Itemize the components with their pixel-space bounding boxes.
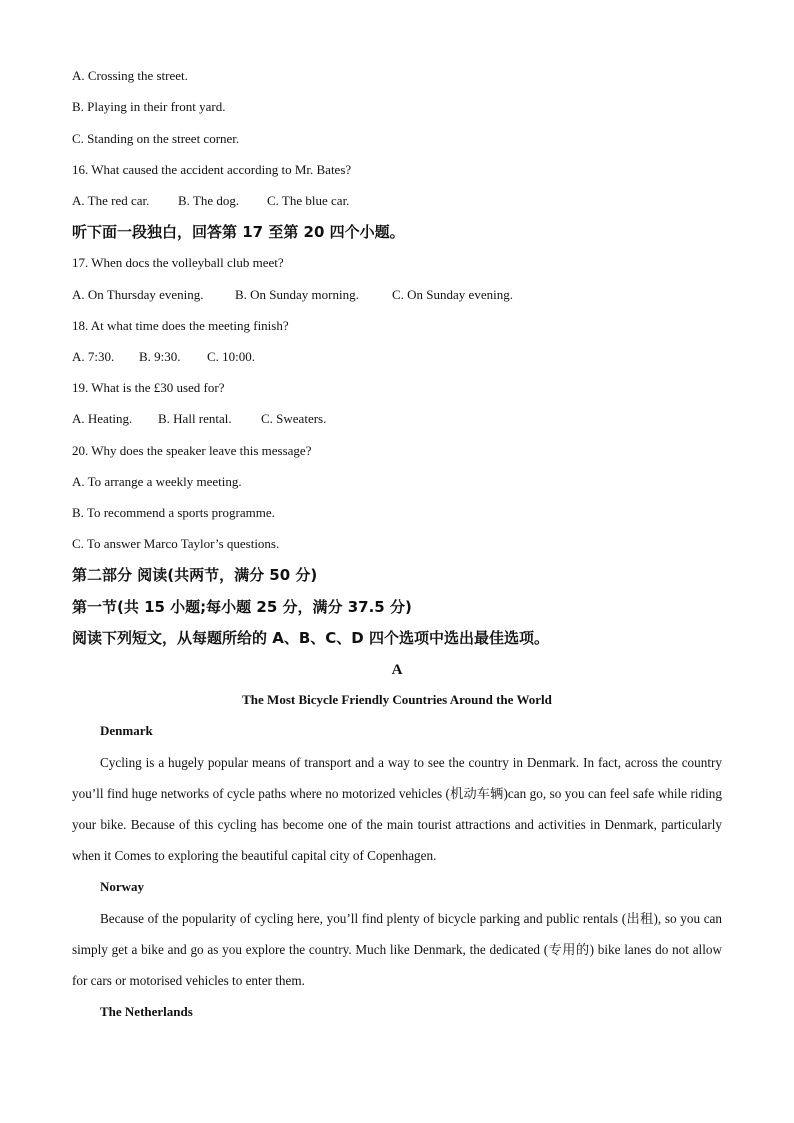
q16-option-a: A. The red car. (72, 193, 150, 208)
q18-option-b: B. 9:30. (139, 349, 181, 364)
part2-heading: 第二部分 阅读(共两节，满分 50 分) (72, 566, 318, 584)
q18-option-a: A. 7:30. (72, 349, 115, 364)
q18-option-c: C. 10:00. (207, 349, 256, 364)
q17-option-b: B. On Sunday morning. (235, 287, 359, 302)
q17-question: 17. When docs the volleyball club meet? (72, 255, 284, 270)
norway-heading: Norway (100, 879, 145, 894)
q16-option-c: C. The blue car. (267, 193, 350, 208)
q17-options (72, 287, 513, 303)
monologue-section-heading: 听下面一段独白，回答第 17 至第 20 四个小题。 (72, 223, 405, 241)
reading-instruction: 阅读下列短文，从每题所给的 A、B、C、D 四个选项中选出最佳选项。 (72, 629, 549, 647)
q16-question: 16. What caused the accident according to Mr. Bates? (72, 162, 352, 177)
q20-option-a: A. To arrange a weekly meeting. (72, 474, 242, 489)
q15-option-c: C. Standing on the street corner. (72, 131, 240, 146)
denmark-paragraph: Cycling is a hugely popular means of transport and a way to see the country in Denmark. In fact, across the country you’ll find huge networks of cycle paths where no motorized vehicles (机动车辆)can go, so you can feel safe while riding your bike. Because of this cycling has become one of the main tourist attractions and activities in Denmark, particularly when it Comes to exploring the beautiful capital city of Copenhagen. (72, 755, 722, 863)
q17-option-c: C. On Sunday evening. (392, 287, 513, 302)
q16-options (72, 193, 349, 209)
q16-option-b: B. The dog. (178, 193, 240, 208)
norway-paragraph: Because of the popularity of cycling here, you’ll find plenty of bicycle parking and public rentals (出租), so you can simply get a bike and go as you explore the country. Much like Denmark, the dedicated (专用的) bike lanes do not allow for cars or motorised vehicles to enter them. (72, 911, 722, 988)
q19-question: 19. What is the £30 used for? (72, 380, 225, 395)
netherlands-heading: The Netherlands (100, 1004, 193, 1019)
passage-title: The Most Bicycle Friendly Countries Around the World (242, 692, 552, 707)
q19-option-b: B. Hall rental. (158, 411, 232, 426)
q18-options (72, 349, 255, 365)
q17-option-a: A. On Thursday evening. (72, 287, 204, 302)
q20-question: 20. Why does the speaker leave this message? (72, 443, 312, 458)
q15-option-b: B. Playing in their front yard. (72, 99, 226, 114)
denmark-heading: Denmark (100, 723, 153, 738)
q19-option-a: A. Heating. (72, 411, 133, 426)
passage-letter: A (391, 662, 403, 678)
q20-option-b: B. To recommend a sports programme. (72, 505, 275, 520)
section1-heading: 第一节(共 15 小题;每小题 25 分，满分 37.5 分) (72, 598, 412, 616)
q19-options (72, 411, 326, 427)
q19-option-c: C. Sweaters. (261, 411, 327, 426)
q15-option-a: A. Crossing the street. (72, 68, 188, 83)
q18-question: 18. At what time does the meeting finish? (72, 318, 289, 333)
q20-option-c: C. To answer Marco Taylor’s questions. (72, 536, 280, 551)
